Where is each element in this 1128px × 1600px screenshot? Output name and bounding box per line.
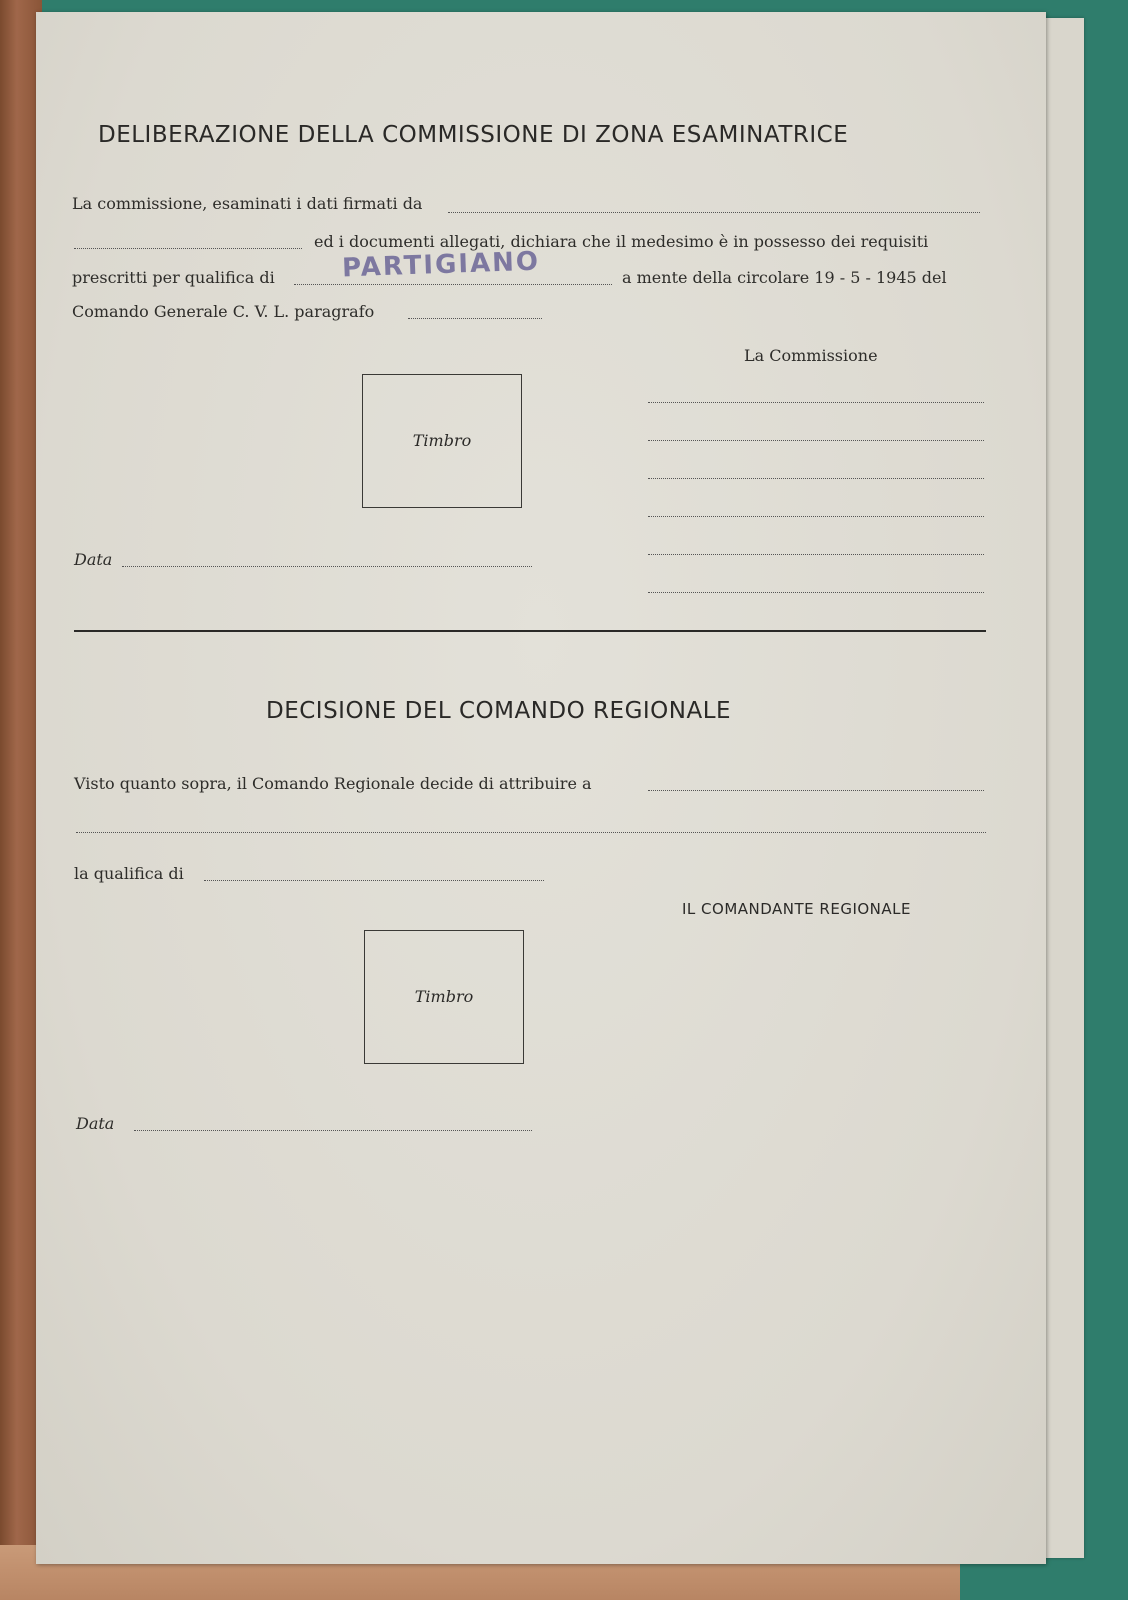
- paragraph-field[interactable]: [408, 318, 542, 319]
- regional-date-field[interactable]: [134, 1130, 532, 1131]
- commission-line-2: ed i documenti allegati, dichiara che il medesimo è in possesso dei requisiti: [314, 232, 929, 251]
- regional-line-1: Visto quanto sopra, il Comando Regionale decide di attribuire a: [74, 774, 592, 793]
- commission-line-1: La commissione, esaminati i dati firmati da: [72, 194, 423, 213]
- regional-date-label: Data: [76, 1114, 115, 1133]
- commission-line-3-prefix: prescritti per qualifica di: [72, 268, 275, 287]
- regional-stamp-box: [364, 930, 524, 1064]
- signer-name-field-cont[interactable]: [74, 248, 302, 249]
- commission-line-3-suffix: a mente della circolare 19 - 5 - 1945 del: [622, 268, 947, 287]
- assignee-field-cont[interactable]: [76, 832, 986, 833]
- regional-commander-label: IL COMANDANTE REGIONALE: [682, 900, 911, 918]
- commission-stamp-box: [362, 374, 522, 508]
- commission-signature-line-6[interactable]: [648, 592, 984, 593]
- form-sheet: [36, 12, 1046, 1564]
- commission-stamp-label: Timbro: [412, 431, 472, 450]
- commission-signature-label: La Commissione: [744, 346, 878, 365]
- commission-signature-line-5[interactable]: [648, 554, 984, 555]
- section-divider: [74, 630, 986, 632]
- commission-signature-line-1[interactable]: [648, 402, 984, 403]
- signer-name-field[interactable]: [448, 212, 980, 213]
- partigiano-ink-stamp: PARTIGIANO: [341, 246, 541, 284]
- regional-command-heading: DECISIONE DEL COMANDO REGIONALE: [266, 698, 732, 724]
- commission-line-4: Comando Generale C. V. L. paragrafo: [72, 302, 375, 321]
- commission-heading: DELIBERAZIONE DELLA COMMISSIONE DI ZONA ESAMINATRICE: [98, 122, 849, 148]
- regional-line-3: la qualifica di: [74, 864, 184, 883]
- commission-signature-line-3[interactable]: [648, 478, 984, 479]
- commission-signature-line-2[interactable]: [648, 440, 984, 441]
- assignee-field[interactable]: [648, 790, 984, 791]
- commission-date-field[interactable]: [122, 566, 532, 567]
- qualification-field[interactable]: [294, 284, 612, 285]
- regional-qualification-field[interactable]: [204, 880, 544, 881]
- commission-signature-line-4[interactable]: [648, 516, 984, 517]
- regional-stamp-label: Timbro: [414, 987, 474, 1006]
- commission-date-label: Data: [74, 550, 113, 569]
